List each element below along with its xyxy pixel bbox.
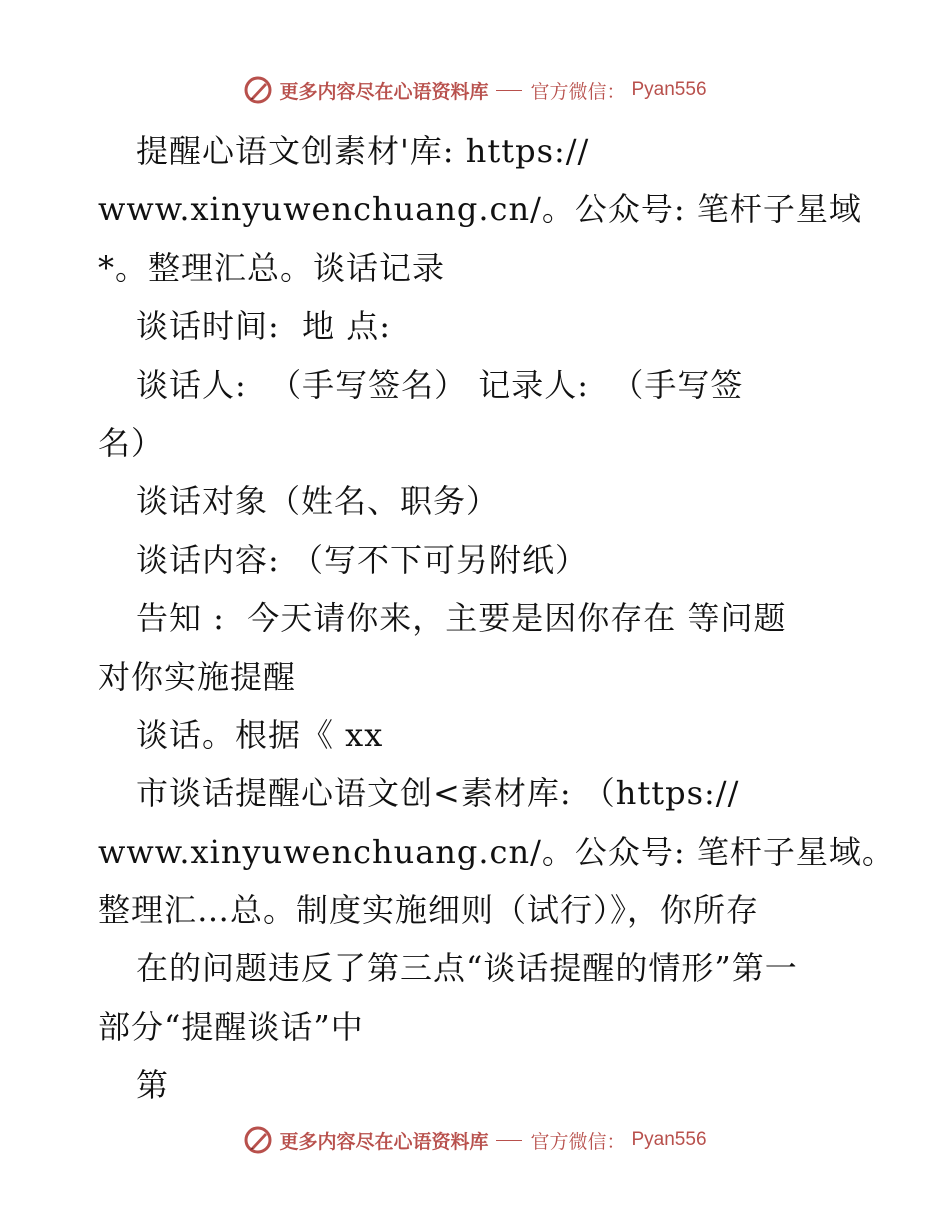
text-line: 在的问题违反了第三点“谈话提醒的情形”第一 xyxy=(136,949,798,988)
text-line: www.xinyuwenchuang.cn/。公众号: 笔杆子星域。 xyxy=(98,832,895,871)
watermark-dash xyxy=(496,1140,522,1141)
footer-watermark xyxy=(0,1120,950,1160)
watermark-id: Pyan556 xyxy=(631,79,707,100)
text-line: 谈话。根据《 xx xyxy=(136,715,384,754)
text-line: 告知 : 今天请你来，主要是因你存在 等问题 xyxy=(136,599,787,638)
text-line: *。整理汇总。谈话记录 xyxy=(98,248,446,287)
logo-icon xyxy=(243,1125,273,1155)
watermark-text: 更多内容尽在心语资料库 xyxy=(279,80,489,103)
watermark-sub: 官方微信： xyxy=(530,80,626,103)
text-line: 整理汇…总。制度实施细则（试行）》，你所存 xyxy=(98,891,760,930)
watermark-sub: 官方微信： xyxy=(530,1130,626,1153)
text-line: 第 xyxy=(136,1066,170,1105)
text-line: 谈话人: （手写签名） 记录人: （手写签 xyxy=(136,365,744,404)
text-line: 提醒心语文创素材'库: https:// xyxy=(136,132,590,170)
logo-icon xyxy=(243,75,273,105)
text-line: www.xinyuwenchuang.cn/。公众号: 笔杆子星域 xyxy=(98,190,862,229)
text-line: 对你实施提醒 xyxy=(98,657,297,696)
text-line: 名） xyxy=(98,423,165,462)
document-body xyxy=(98,122,895,1115)
header-watermark xyxy=(0,70,950,110)
watermark-text: 更多内容尽在心语资料库 xyxy=(279,1130,489,1153)
text-line: 谈话时间: 地 点: xyxy=(136,307,392,346)
text-line: 谈话对象（姓名、职务） xyxy=(136,482,500,521)
text-line: 市谈话提醒心语文创<素材库: （https:// xyxy=(136,774,740,813)
text-line: 谈话内容: （写不下可另附纸） xyxy=(136,540,588,579)
watermark-id: Pyan556 xyxy=(631,1129,707,1150)
text-line: 部分“提醒谈话”中 xyxy=(98,1007,364,1046)
watermark-dash xyxy=(496,90,522,91)
